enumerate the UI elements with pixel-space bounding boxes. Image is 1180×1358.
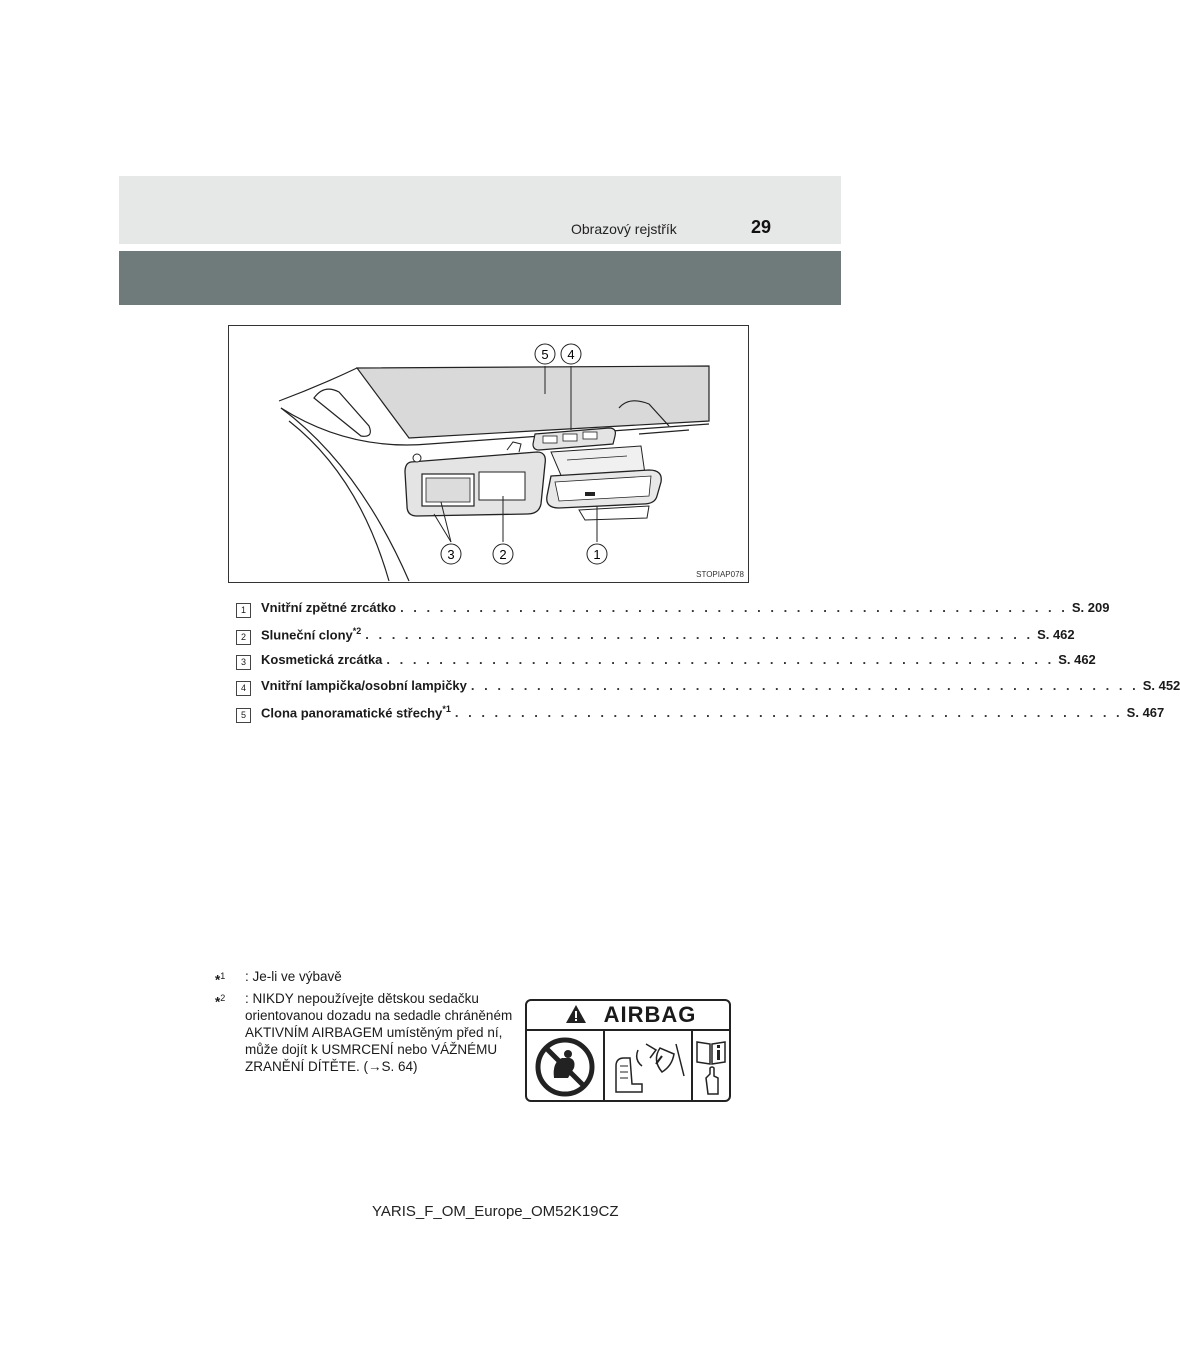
index-item-rear-view-mirror[interactable] bbox=[236, 600, 1110, 626]
item-page-ref[interactable]: S. 467 bbox=[1126, 705, 1165, 721]
airbag-warning-label bbox=[525, 999, 731, 1102]
interior-ceiling-illustration bbox=[228, 325, 749, 583]
prohibited-child-seat-icon bbox=[534, 1036, 596, 1098]
index-item-panoramic-roof-shade[interactable] bbox=[236, 704, 1165, 730]
page-number: 29 bbox=[751, 217, 772, 237]
callout-1 bbox=[587, 544, 607, 564]
footnote-ref: *1 bbox=[442, 704, 451, 714]
airbag-deploy-icon bbox=[608, 1036, 688, 1098]
read-manual-icon bbox=[694, 1036, 728, 1098]
footnotes bbox=[215, 968, 515, 1076]
index-item-interior-lights[interactable] bbox=[236, 678, 1180, 704]
callout-4 bbox=[561, 344, 581, 364]
svg-text:1: 1 bbox=[593, 547, 601, 562]
figure-code: STOPIAP078 bbox=[696, 570, 744, 579]
item-number: 3 bbox=[236, 655, 251, 670]
read-manual-cell bbox=[693, 1031, 729, 1102]
item-label: Vnitřní lampička/osobní lampičky bbox=[261, 678, 467, 693]
callout-3 bbox=[441, 544, 461, 564]
dot-leader: . . . . . . . . . . . . . . . . . . . . . . . . . . . . . . . . . . . . . . . . . . . . . . . . . . . bbox=[454, 705, 1123, 721]
airbag-label-header bbox=[527, 1001, 729, 1031]
picture-index-list bbox=[236, 600, 1180, 730]
document-id: YARIS_F_OM_Europe_OM52K19CZ bbox=[372, 1203, 619, 1220]
section-bar bbox=[119, 251, 841, 305]
dot-leader: . . . . . . . . . . . . . . . . . . . . . . . . . . . . . . . . . . . . . . . . . . . . . . . . . . . bbox=[400, 600, 1068, 615]
header-band bbox=[119, 176, 841, 244]
footnote-mark: *$^1$ bbox=[215, 971, 226, 988]
section-title: Obrazový rejstřík bbox=[571, 221, 677, 237]
warning-triangle-icon bbox=[565, 1004, 587, 1024]
svg-text:4: 4 bbox=[567, 347, 575, 362]
footnote-ref: *2 bbox=[352, 626, 362, 636]
item-number: 5 bbox=[236, 708, 251, 723]
airbag-danger-cell bbox=[605, 1031, 693, 1102]
item-number: 4 bbox=[236, 681, 251, 696]
dot-leader: . . . . . . . . . . . . . . . . . . . . . . . . . . . . . . . . . . . . . . . . . . . . . . . . . . . bbox=[365, 627, 1034, 643]
index-item-sun-visors[interactable] bbox=[236, 626, 1075, 652]
item-number: 1 bbox=[236, 603, 251, 618]
callout-2 bbox=[493, 544, 513, 564]
dot-leader: . . . . . . . . . . . . . . . . . . . . . . . . . . . . . . . . . . . . . . . . . . . . . . . . . . . bbox=[470, 678, 1139, 693]
footnote-1 bbox=[215, 968, 515, 989]
footnote-text: : NIKDY nepoužívejte dětskou sedačku orientovanou dozadu na sedadle chráněném AKTIVNÍM AIRBAGEM umístěným před ní, může dojít k USMRCENÍ nebo VÁŽNÉMU ZRANĚNÍ DÍTĚTE. (→S. 64) bbox=[245, 990, 513, 1074]
item-label: Kosmetická zrcátka bbox=[261, 652, 383, 667]
item-label: Vnitřní zpětné zrcátko bbox=[261, 600, 397, 615]
footnote-2 bbox=[215, 990, 515, 1075]
item-page-ref[interactable]: S. 462 bbox=[1037, 627, 1075, 643]
item-page-ref[interactable]: S. 209 bbox=[1071, 600, 1110, 615]
svg-text:5: 5 bbox=[541, 347, 549, 362]
item-label: Clona panoramatické střechy$^{*1}$ bbox=[261, 704, 451, 721]
dot-leader: . . . . . . . . . . . . . . . . . . . . . . . . . . . . . . . . . . . . . . . . . . . . . . . . . . . bbox=[386, 652, 1055, 667]
footnote-text: : Je-li ve výbavě bbox=[245, 969, 342, 984]
ceiling-drawing bbox=[229, 326, 748, 582]
footnote-mark: *$^2$ bbox=[215, 992, 226, 1009]
item-page-ref[interactable]: S. 462 bbox=[1058, 652, 1096, 667]
item-page-ref[interactable]: S. 452 bbox=[1142, 678, 1180, 693]
svg-text:2: 2 bbox=[499, 547, 507, 562]
index-item-vanity-mirrors[interactable] bbox=[236, 652, 1096, 678]
callout-5 bbox=[535, 344, 555, 364]
svg-text:3: 3 bbox=[447, 547, 455, 562]
airbag-label-title: AIRBAG bbox=[603, 1002, 697, 1027]
item-label: Sluneční clony$^{*2}$ bbox=[261, 626, 362, 643]
no-rear-facing-seat-cell bbox=[527, 1031, 605, 1102]
airbag-label-pictograms bbox=[527, 1031, 729, 1102]
item-number: 2 bbox=[236, 630, 251, 645]
